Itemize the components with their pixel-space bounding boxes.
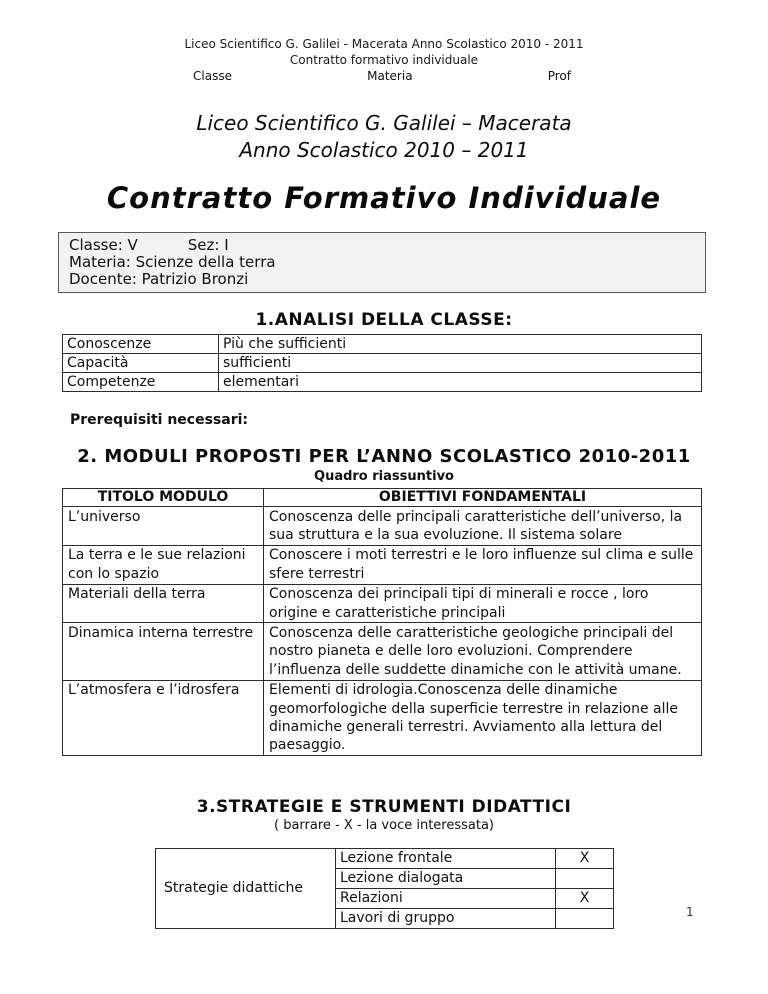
analisi-table xyxy=(62,334,702,392)
info-line-classe xyxy=(69,237,695,254)
modulo-objectives-cell: Elementi di idrologia.Conoscenza delle dinamiche geomorfologiche della superficie terrestre in relazione alle dinamiche generali terrestri. Avviamento alla lettura del paesaggio. xyxy=(264,680,702,756)
modulo-title-cell: L’universo xyxy=(63,507,264,546)
option-cell: Relazioni xyxy=(336,889,556,909)
header-doc-line: Contratto formativo individuale xyxy=(289,53,479,67)
table-row xyxy=(63,335,702,354)
column-header-titolo: TITOLO MODULO xyxy=(63,489,264,507)
option-cell: Lezione dialogata xyxy=(336,869,556,889)
modulo-title-cell: Materiali della terra xyxy=(63,584,264,623)
modulo-title-cell: La terra e le sue relazioni con lo spazio xyxy=(63,545,264,584)
row-value: elementari xyxy=(219,373,702,392)
row-label: Capacità xyxy=(63,354,219,373)
title-block xyxy=(0,110,768,164)
header-label-materia: Materia xyxy=(367,69,413,83)
header-school-line: Liceo Scientifico G. Galilei - Macerata Anno Scolastico 2010 - 2011 xyxy=(184,37,584,51)
table-row xyxy=(156,849,614,869)
modulo-title-cell: Dinamica interna terrestre xyxy=(63,623,264,680)
mark-cell: X xyxy=(556,849,614,869)
option-cell: Lezione frontale xyxy=(336,849,556,869)
table-row xyxy=(63,373,702,392)
header-label-classe: Classe xyxy=(193,69,232,83)
info-materia: Materia: Scienze della terra xyxy=(69,253,276,271)
section-heading-strategie: 3.STRATEGIE E STRUMENTI DIDATTICI xyxy=(196,797,572,818)
table-row xyxy=(63,680,702,756)
info-sezione: Sez: I xyxy=(187,236,229,254)
table-row xyxy=(63,545,702,584)
info-docente: Docente: Patrizio Bronzi xyxy=(69,270,249,288)
section-heading-analisi: 1.ANALISI DELLA CLASSE: xyxy=(255,310,513,330)
modulo-objectives-cell: Conoscenza dei principali tipi di minerali e rocce , loro origine e caratteristiche principali xyxy=(264,584,702,623)
prerequisites-label: Prerequisiti necessari: xyxy=(70,412,249,428)
table-row xyxy=(63,584,702,623)
row-value: sufficienti xyxy=(219,354,702,373)
mark-cell xyxy=(556,909,614,929)
table-row xyxy=(63,354,702,373)
column-header-obiettivi: OBIETTIVI FONDAMENTALI xyxy=(264,489,702,507)
table-row xyxy=(63,623,702,680)
strategie-table xyxy=(155,848,614,929)
class-info-box xyxy=(58,232,706,293)
table-row xyxy=(63,507,702,546)
document-title: Contratto Formativo Individuale xyxy=(106,181,662,215)
mark-cell: X xyxy=(556,889,614,909)
modulo-objectives-cell: Conoscenza delle caratteristiche geologiche principali del nostro pianeta e delle loro evoluzioni. Comprendere l’influenza delle suddette dinamiche con le attività umane. xyxy=(264,623,702,680)
page-header xyxy=(0,0,768,68)
title-school: Liceo Scientifico G. Galilei – Macerata xyxy=(196,111,572,135)
strategie-subheading: ( barrare - X - la voce interessata) xyxy=(273,818,494,834)
header-field-labels xyxy=(193,68,571,84)
modulo-objectives-cell: Conoscenza delle principali caratteristiche dell’universo, la sua struttura e la sua evoluzione. Il sistema solare xyxy=(264,507,702,546)
info-classe: Classe: V xyxy=(69,236,138,254)
moduli-table xyxy=(62,488,702,756)
section-heading-moduli: 2. MODULI PROPOSTI PER L’ANNO SCOLASTICO 2010-2011 xyxy=(77,446,691,467)
row-label: Conoscenze xyxy=(63,335,219,354)
modulo-title-cell: L’atmosfera e l’idrosfera xyxy=(63,680,264,756)
page-number: 1 xyxy=(686,905,694,919)
mark-cell xyxy=(556,869,614,889)
row-label: Competenze xyxy=(63,373,219,392)
modulo-objectives-cell: Conoscere i moti terrestri e le loro influenze sul clima e sulle sfere terrestri xyxy=(264,545,702,584)
strategie-group-cell: Strategie didattiche xyxy=(156,849,336,929)
moduli-subheading: Quadro riassuntivo xyxy=(314,469,454,484)
title-year: Anno Scolastico 2010 – 2011 xyxy=(239,138,529,162)
table-header-row xyxy=(63,489,702,507)
option-cell: Lavori di gruppo xyxy=(336,909,556,929)
header-label-prof: Prof xyxy=(547,69,571,83)
row-value: Più che sufficienti xyxy=(219,335,702,354)
